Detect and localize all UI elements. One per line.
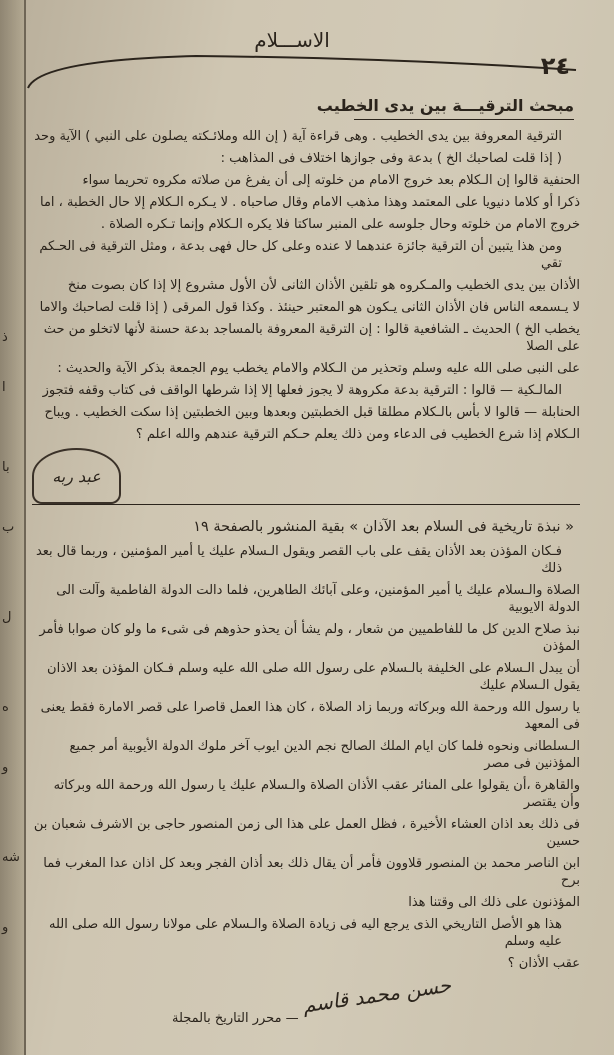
text-line: فـكان المؤذن بعد الأذان يقف على باب القصر ويقول الـسلام عليك يا أمير المؤمنين ، وربما قال بعد ذلك	[35, 544, 562, 576]
text-line: الحنفية قالوا إن الـكلام بعد خروج الامام من خلوته إلى أن يفرغ من صلاته مكروه تحريما سواء	[82, 173, 580, 188]
text-line: ومن هذا يتبين أن الترقية جائزة عندهما لا عنده وعلى كل حال فهى بدعة ، ومثل الترقية فى الحـكم تقي	[39, 239, 562, 271]
page-header	[32, 22, 580, 92]
fragment: شه	[2, 850, 20, 865]
text-line: ابن الناصر محمد بن المنصور قلاوون فأمر أن يقال ذلك بعد أذان الفجر وبعد كل اذان عدا المغرب فما برح	[43, 856, 580, 888]
previous-page-edge	[0, 0, 26, 1055]
logo-row	[32, 448, 580, 504]
fragment: ذ	[2, 330, 8, 345]
fragment: ب	[2, 520, 15, 535]
text-line: يا رسول الله ورحمة الله وبركاته وربما زاد الصلاة ، كان هذا العمل قاصرا على قصر الامارة فقط يعنى فى المعهد	[40, 700, 580, 732]
article2-title: « نبذة تاريخية فى السلام بعد الآذان » بقية المنشور بالصفحة ١٩	[193, 519, 574, 535]
fragment: ا	[2, 380, 6, 395]
text-line: ذكرا أو كلاما دنيويا على المعتمد وهذا مذهب الامام وقال صاحباه . لا يـكره الـكلام إلا حال الخطبة ، اما	[39, 195, 580, 210]
text-line: يخطب الخ ) الحديث ـ الشافعية قالوا : إن الترقية المعروفة بالمساجد بدعة حسنة لأنها لاتخلو من حث على الصلا	[43, 322, 580, 354]
fragment: ل	[2, 610, 12, 625]
article-body	[32, 128, 580, 443]
signature-block	[32, 972, 580, 1035]
author-role: — محرر التاريخ بالمجلة	[172, 1011, 299, 1026]
text-line: لا يـسمعه الناس فان الأذان الثانى يـكون هو المعتبر حينئذ . وكذا قول المرقى ( إذا قلت لصاحبك والاما	[39, 300, 580, 315]
page-number: ٢٤	[540, 52, 570, 80]
text-line: والقاهرة ،أن يقولوا على المنائر عقب الأذان الصلاة والـسلام عليك يا رسول الله ورحمة الله وبركاته وأن يقتصر	[53, 778, 580, 810]
article2-body	[32, 543, 580, 972]
text-line: الترقية المعروفة بين يدى الخطيب . وهى قراءة آية ( إن الله وملائـكته يصلون على النبي ) الآية وحد	[34, 129, 562, 144]
text-line: الـكلام إذا شرع الخطيب فى الدعاء ومن ذلك يعلم حـكم الترقية عندهم والله اعلم ؟	[135, 427, 580, 442]
text-line: عقب الأذان ؟	[507, 956, 580, 971]
journal-title: الاســـلام	[254, 28, 330, 52]
text-line: نبذ صلاح الدين كل ما للفاطميين من شعار ، ولم يشأ أن يحذو حذوهم فى شىء ما ولو كان صوابا فأمر المؤذن	[39, 622, 580, 654]
fragment: با	[2, 460, 10, 475]
text-line: الـسلطانى ونحوه فلما كان ايام الملك الصالح نجم الدين ايوب آخر ملوك الدولة الأيوبية أمر جميع المؤذنين فى مصر	[69, 739, 580, 771]
title-underline	[354, 119, 574, 120]
logo-text: عبد ربه	[52, 466, 101, 486]
text-line: أن يبدل الـسلام على الخليفة بالـسلام على رسول الله صلى الله عليه وسلم فـكان المؤذن بعد الاذان يقول الـسلام عليك	[47, 661, 580, 693]
text-line: المؤذنون على ذلك الى وقتنا هذا	[408, 895, 580, 910]
text-line: الأذان بين يدى الخطيب والمـكروه هو تلقين الأذان الثانى لأن الأول مشروع إلا إذا كان بصوت منخ	[67, 278, 580, 293]
text-line: خروج الامام من خلوته وحال جلوسه على المنبر ساكتا فلا يكره الـكلام وإنما تـكره الصلاة .	[100, 217, 580, 232]
text-line: الصلاة والـسلام عليك يا أمير المؤمنين، وعلى آبائك الطاهرين، فلما دالت الدولة الفاطمية وآلت الى الدولة الايوبية	[56, 583, 580, 615]
section-divider	[32, 504, 580, 505]
calligraphy-logo	[32, 448, 121, 504]
text-line: هذا هو الأصل التاريخي الذى يرجع اليه فى زيادة الصلاة والـسلام على مولانا رسول الله صلى الله عليه وسلم	[48, 917, 562, 949]
fragment: و	[2, 920, 9, 935]
fragment: ه	[2, 700, 9, 715]
text-line: فى ذلك بعد اذان العشاء الأخيرة ، فظل العمل على هذا الى زمن المنصور حاجى بن الاشرف شعبان بن حسين	[33, 817, 580, 849]
text-line: المالـكية — قالوا : الترقية بدعة مكروهة لا يجوز فعلها إلا إذا شرطها الواقف فى كتاب وقفه فتجوز	[42, 383, 562, 398]
article-title: مبحث الترقيـــة بين يدى الخطيب	[316, 96, 574, 115]
author-signature: حسن محمد قاسم	[301, 972, 453, 1018]
text-line: الحنابلة — قالوا لا بأس بالـكلام مطلقا قبل الخطبتين وبعدها وبين الخطبتين إذا سكت الخطيب . ويباح	[44, 405, 580, 420]
page	[32, 0, 580, 1055]
fragment: و	[2, 760, 9, 775]
text-line: ( إذا قلت لصاحبك الخ ) بدعة وفى جوازها اختلاف فى المذاهب :	[220, 151, 562, 166]
text-line: على النبى صلى الله عليه وسلم وتحذير من الـكلام والامام يخطب يوم الجمعة بذكر الآية والحديث :	[57, 361, 580, 376]
